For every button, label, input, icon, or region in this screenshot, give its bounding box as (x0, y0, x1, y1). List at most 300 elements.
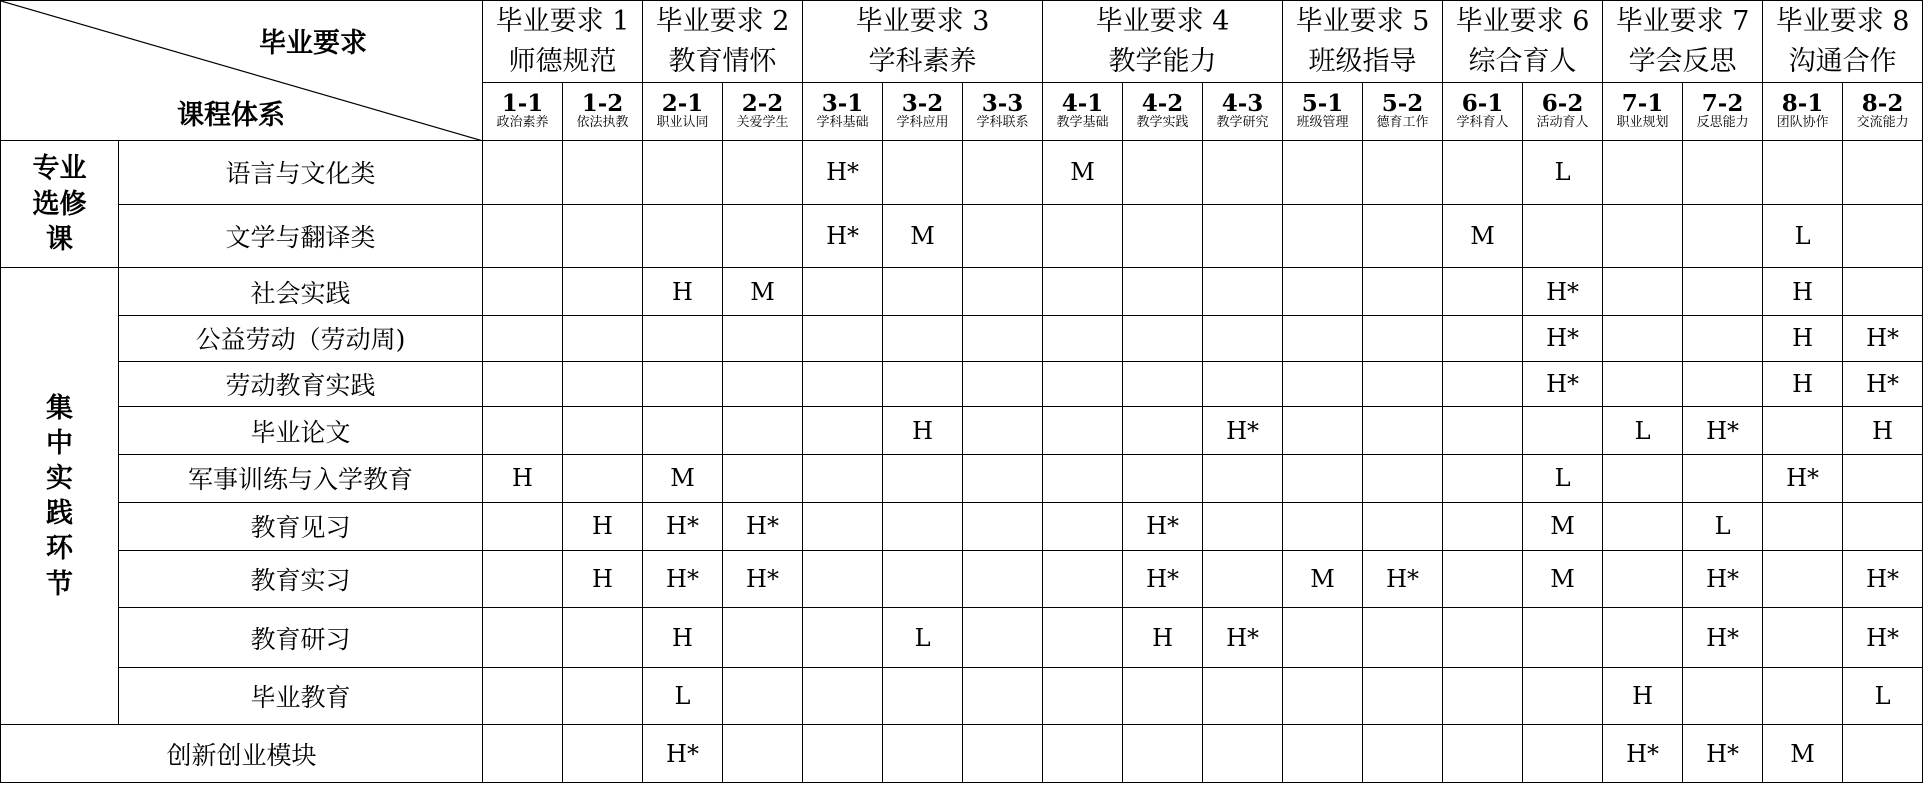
requirement-header (1763, 1, 1923, 83)
support-level-cell (1443, 608, 1523, 668)
support-level-cell (723, 454, 803, 502)
support-level-cell (1683, 316, 1763, 361)
support-level-cell (1603, 502, 1683, 550)
support-level-cell (1603, 268, 1683, 316)
support-level-cell (1523, 667, 1603, 724)
support-level-cell (1283, 454, 1363, 502)
support-level-cell (883, 268, 963, 316)
sub-requirement-id: 8-2 (1861, 90, 1904, 118)
support-level-cell: H* (643, 502, 723, 550)
sub-requirement-id: 1-2 (581, 90, 624, 118)
course-name: 毕业论文 (119, 407, 483, 455)
support-level-cell: H* (1123, 550, 1203, 607)
support-level-cell (803, 550, 883, 607)
support-level-cell (803, 725, 883, 783)
sub-requirement-name: 职业认同 (656, 115, 709, 131)
support-level-cell: H* (1203, 608, 1283, 668)
support-level-cell (1603, 141, 1683, 205)
support-level-cell (1123, 454, 1203, 502)
support-level-cell (1203, 550, 1283, 607)
support-level-cell: M (1283, 550, 1363, 607)
support-level-cell (1443, 316, 1523, 361)
sub-requirement-id: 3-3 (981, 90, 1024, 118)
requirement-title: 毕业要求 5 (1295, 6, 1430, 38)
support-level-cell (563, 407, 643, 455)
support-level-cell (723, 204, 803, 268)
support-level-cell: H* (643, 725, 723, 783)
support-level-cell (803, 316, 883, 361)
requirement-name: 学会反思 (1628, 45, 1737, 77)
support-level-cell (1363, 361, 1443, 406)
sub-requirement-name: 教学研究 (1216, 115, 1269, 131)
support-level-cell: H (563, 502, 643, 550)
requirement-name: 班级指导 (1308, 45, 1417, 77)
support-level-cell (1843, 454, 1923, 502)
support-level-cell (1123, 268, 1203, 316)
sub-requirement-id: 5-1 (1301, 90, 1344, 118)
support-level-cell (1283, 667, 1363, 724)
support-level-cell: H* (1683, 725, 1763, 783)
module-name: 创新创业模块 (1, 725, 483, 783)
course-name: 教育见习 (119, 502, 483, 550)
module-row (1, 725, 1923, 783)
support-level-cell: H* (1843, 316, 1923, 361)
support-level-cell (1283, 204, 1363, 268)
support-level-cell (1443, 502, 1523, 550)
matrix-body (1, 141, 1923, 783)
support-level-cell (563, 316, 643, 361)
support-level-cell (963, 502, 1043, 550)
support-level-cell: H (643, 268, 723, 316)
support-level-cell: H (1763, 316, 1843, 361)
support-level-cell (883, 550, 963, 607)
support-level-cell: H* (1683, 608, 1763, 668)
requirement-title: 毕业要求 8 (1775, 6, 1910, 38)
support-level-cell: L (883, 608, 963, 668)
support-level-cell (723, 667, 803, 724)
support-level-cell: M (643, 454, 723, 502)
course-name: 社会实践 (119, 268, 483, 316)
requirement-header (1443, 1, 1603, 83)
support-level-cell: H (643, 608, 723, 668)
support-level-cell (1523, 608, 1603, 668)
support-level-cell: H* (1763, 454, 1843, 502)
sub-requirement-name: 教学实践 (1136, 115, 1189, 131)
support-level-cell (1203, 204, 1283, 268)
support-level-cell (563, 268, 643, 316)
support-level-cell: L (643, 667, 723, 724)
support-level-cell: H* (803, 204, 883, 268)
support-level-cell (1683, 454, 1763, 502)
support-level-cell (1283, 141, 1363, 205)
support-level-cell (1203, 454, 1283, 502)
support-level-cell (1443, 141, 1523, 205)
sub-requirement-header (1443, 83, 1523, 141)
course-row (1, 407, 1923, 455)
requirement-name: 学科素养 (868, 45, 977, 77)
support-level-cell: L (1603, 407, 1683, 455)
support-level-cell (483, 407, 563, 455)
sub-requirement-name: 关爱学生 (736, 115, 789, 131)
support-level-cell (1443, 550, 1523, 607)
support-level-cell (1363, 141, 1443, 205)
sub-requirement-header (723, 83, 803, 141)
sub-requirement-id: 4-1 (1061, 90, 1104, 118)
support-level-cell (1363, 268, 1443, 316)
support-level-cell (1203, 502, 1283, 550)
support-level-cell: H* (723, 550, 803, 607)
support-level-cell (963, 141, 1043, 205)
support-level-cell (1443, 725, 1523, 783)
support-level-cell (803, 502, 883, 550)
support-level-cell (803, 608, 883, 668)
sub-requirement-header (1283, 83, 1363, 141)
support-level-cell (483, 667, 563, 724)
support-level-cell (883, 725, 963, 783)
support-level-cell: H (1763, 361, 1843, 406)
requirement-name: 教学能力 (1108, 45, 1217, 77)
support-level-cell (563, 454, 643, 502)
support-level-cell (1443, 407, 1523, 455)
category-label: 集中实践环节 (46, 393, 73, 600)
support-level-cell (1123, 316, 1203, 361)
support-level-cell (483, 316, 563, 361)
support-level-cell: H* (643, 550, 723, 607)
support-level-cell (643, 141, 723, 205)
support-level-cell (1443, 268, 1523, 316)
support-level-cell (1763, 502, 1843, 550)
support-level-cell (963, 361, 1043, 406)
support-level-cell (1043, 268, 1123, 316)
support-level-cell: H* (723, 502, 803, 550)
support-level-cell (1843, 725, 1923, 783)
support-level-cell: H* (1523, 316, 1603, 361)
requirement-header (1283, 1, 1443, 83)
requirement-header (1603, 1, 1763, 83)
support-level-cell (1283, 725, 1363, 783)
support-level-cell (963, 268, 1043, 316)
support-level-cell (563, 725, 643, 783)
support-level-cell (723, 608, 803, 668)
sub-requirement-header (963, 83, 1043, 141)
sub-requirement-id: 3-1 (821, 90, 864, 118)
support-level-cell (1043, 502, 1123, 550)
course-name: 劳动教育实践 (119, 361, 483, 406)
support-level-cell (643, 361, 723, 406)
support-level-cell: M (883, 204, 963, 268)
support-level-cell (643, 316, 723, 361)
sub-requirement-id: 4-3 (1221, 90, 1264, 118)
support-level-cell (1363, 407, 1443, 455)
support-level-cell (1043, 204, 1123, 268)
support-level-cell (1123, 361, 1203, 406)
sub-requirement-header (483, 83, 563, 141)
course-name: 文学与翻译类 (119, 204, 483, 268)
sub-requirement-header (1603, 83, 1683, 141)
support-level-cell (1283, 608, 1363, 668)
support-level-cell (803, 407, 883, 455)
support-level-cell (963, 608, 1043, 668)
sub-requirement-name: 政治素养 (496, 115, 549, 131)
course-name: 语言与文化类 (119, 141, 483, 205)
support-level-cell: H* (1363, 550, 1443, 607)
sub-requirement-header (803, 83, 883, 141)
requirement-header (803, 1, 1043, 83)
support-level-cell (1203, 141, 1283, 205)
support-level-cell (1043, 667, 1123, 724)
support-level-cell (963, 407, 1043, 455)
requirements-header-row (1, 1, 1923, 83)
support-level-cell (723, 316, 803, 361)
support-level-cell (1603, 454, 1683, 502)
support-level-cell (643, 407, 723, 455)
support-level-cell: H* (1683, 407, 1763, 455)
support-level-cell (1843, 141, 1923, 205)
sub-requirement-header (1763, 83, 1843, 141)
support-level-cell (1043, 454, 1123, 502)
support-level-cell (963, 725, 1043, 783)
requirement-name: 沟通合作 (1788, 45, 1897, 77)
requirement-title: 毕业要求 2 (655, 6, 790, 38)
requirement-name: 综合育人 (1468, 45, 1577, 77)
sub-requirement-name: 班级管理 (1296, 115, 1349, 131)
support-level-cell: L (1843, 667, 1923, 724)
support-level-cell: L (1523, 141, 1603, 205)
support-level-cell (1363, 502, 1443, 550)
category-label: 专业选修课 (32, 153, 87, 255)
support-level-cell (1123, 141, 1203, 205)
sub-requirement-header (1123, 83, 1203, 141)
support-level-cell (1043, 725, 1123, 783)
sub-requirement-header (643, 83, 723, 141)
support-level-cell (1443, 361, 1523, 406)
support-level-cell: H (563, 550, 643, 607)
support-level-cell: L (1523, 454, 1603, 502)
support-level-cell (483, 204, 563, 268)
support-level-cell (563, 667, 643, 724)
support-level-cell (1443, 454, 1523, 502)
support-level-cell (1683, 667, 1763, 724)
support-level-cell (803, 268, 883, 316)
support-level-cell: H (1603, 667, 1683, 724)
sub-requirement-header (1043, 83, 1123, 141)
sub-requirement-name: 依法执教 (576, 115, 629, 131)
support-level-cell (1363, 725, 1443, 783)
course-row (1, 141, 1923, 205)
support-level-cell (803, 361, 883, 406)
course-name: 教育实习 (119, 550, 483, 607)
support-level-cell (1843, 268, 1923, 316)
sub-requirement-name: 职业规划 (1616, 115, 1669, 131)
support-level-cell (1283, 407, 1363, 455)
support-level-cell (1123, 667, 1203, 724)
support-level-cell: M (1443, 204, 1523, 268)
support-level-cell (1203, 667, 1283, 724)
support-level-cell (1603, 361, 1683, 406)
support-level-cell: H* (1843, 361, 1923, 406)
sub-requirement-header (1683, 83, 1763, 141)
support-level-cell (1603, 316, 1683, 361)
support-level-cell (483, 725, 563, 783)
support-level-cell (803, 454, 883, 502)
support-level-cell: H (483, 454, 563, 502)
support-level-cell: M (1523, 502, 1603, 550)
support-level-cell: H (1843, 407, 1923, 455)
sub-requirement-id: 7-2 (1701, 90, 1744, 118)
support-level-cell: H* (1123, 502, 1203, 550)
support-level-cell (963, 204, 1043, 268)
support-level-cell (563, 608, 643, 668)
support-level-cell: H (1763, 268, 1843, 316)
support-level-cell (723, 725, 803, 783)
requirement-title: 毕业要求 7 (1615, 6, 1750, 38)
support-level-cell (1363, 667, 1443, 724)
course-name: 毕业教育 (119, 667, 483, 724)
sub-requirement-id: 6-1 (1461, 90, 1504, 118)
support-level-cell: M (1043, 141, 1123, 205)
support-level-cell (1843, 204, 1923, 268)
requirement-title: 毕业要求 6 (1455, 6, 1590, 38)
support-level-cell (1283, 316, 1363, 361)
course-row (1, 608, 1923, 668)
sub-requirement-id: 1-1 (501, 90, 544, 118)
sub-requirement-id: 6-2 (1541, 90, 1584, 118)
support-level-cell (483, 550, 563, 607)
course-row (1, 502, 1923, 550)
support-level-cell (883, 667, 963, 724)
support-level-cell (1283, 502, 1363, 550)
support-level-cell: H (883, 407, 963, 455)
support-level-cell (1763, 141, 1843, 205)
requirement-header (1043, 1, 1283, 83)
support-level-cell (723, 361, 803, 406)
support-level-cell: H* (1843, 608, 1923, 668)
support-level-cell (1763, 407, 1843, 455)
support-level-cell (483, 502, 563, 550)
sub-requirement-header (1203, 83, 1283, 141)
requirement-title: 毕业要求 4 (1095, 6, 1230, 38)
support-level-cell (1123, 725, 1203, 783)
support-level-cell (1763, 667, 1843, 724)
sub-requirement-name: 反思能力 (1696, 115, 1749, 131)
support-level-cell: L (1683, 502, 1763, 550)
support-level-cell: H (1123, 608, 1203, 668)
support-level-cell (1683, 141, 1763, 205)
support-level-cell (963, 667, 1043, 724)
course-row (1, 454, 1923, 502)
support-level-cell (1843, 502, 1923, 550)
support-level-cell (1043, 407, 1123, 455)
sub-requirement-id: 4-2 (1141, 90, 1184, 118)
requirement-name: 师德规范 (508, 45, 617, 77)
support-level-cell: H* (1603, 725, 1683, 783)
course-row (1, 361, 1923, 406)
support-level-cell (963, 316, 1043, 361)
support-level-cell (723, 407, 803, 455)
category-cell (1, 268, 119, 725)
support-level-cell (883, 141, 963, 205)
sub-requirement-id: 2-2 (741, 90, 784, 118)
sub-requirement-name: 交流能力 (1856, 115, 1909, 131)
support-level-cell (1203, 268, 1283, 316)
support-level-cell (1763, 608, 1843, 668)
support-level-cell: M (723, 268, 803, 316)
support-level-cell (1203, 725, 1283, 783)
support-level-cell (1523, 725, 1603, 783)
sub-requirement-id: 8-1 (1781, 90, 1824, 118)
support-level-cell (483, 141, 563, 205)
sub-requirement-name: 学科育人 (1456, 115, 1509, 131)
support-level-cell (1603, 550, 1683, 607)
support-level-cell (1683, 361, 1763, 406)
header-course-system: 课程体系 (177, 100, 285, 131)
course-row (1, 268, 1923, 316)
support-level-cell (723, 141, 803, 205)
sub-requirement-header (1523, 83, 1603, 141)
support-level-cell (883, 316, 963, 361)
sub-requirement-header (883, 83, 963, 141)
header-graduation-requirements: 毕业要求 (259, 28, 367, 59)
support-level-cell (963, 550, 1043, 607)
category-cell (1, 141, 119, 268)
support-level-cell (563, 141, 643, 205)
course-row (1, 204, 1923, 268)
support-level-cell (1603, 204, 1683, 268)
sub-requirement-header (563, 83, 643, 141)
support-level-cell (1683, 204, 1763, 268)
support-level-cell (563, 204, 643, 268)
support-level-cell (563, 361, 643, 406)
sub-requirement-name: 活动育人 (1536, 115, 1589, 131)
support-level-cell (803, 667, 883, 724)
support-level-cell: H* (1523, 361, 1603, 406)
support-level-cell (1763, 550, 1843, 607)
support-level-cell: H* (1203, 407, 1283, 455)
support-level-cell (643, 204, 723, 268)
sub-requirement-name: 学科应用 (896, 115, 949, 131)
support-level-cell (1043, 550, 1123, 607)
support-level-cell (483, 608, 563, 668)
support-level-cell (1523, 407, 1603, 455)
support-level-cell (883, 454, 963, 502)
requirement-title: 毕业要求 3 (855, 6, 990, 38)
sub-requirement-header (1843, 83, 1923, 141)
sub-requirement-id: 5-2 (1381, 90, 1424, 118)
sub-requirement-id: 7-1 (1621, 90, 1664, 118)
sub-requirement-id: 2-1 (661, 90, 704, 118)
support-level-cell (483, 268, 563, 316)
support-level-cell (1043, 608, 1123, 668)
support-level-cell (1203, 316, 1283, 361)
course-name: 军事训练与入学教育 (119, 454, 483, 502)
sub-requirement-name: 团队协作 (1776, 115, 1829, 131)
support-level-cell: H* (1843, 550, 1923, 607)
support-level-cell (1443, 667, 1523, 724)
support-level-cell (883, 361, 963, 406)
course-name: 公益劳动（劳动周) (119, 316, 483, 361)
support-level-cell (1043, 361, 1123, 406)
support-level-cell (1363, 608, 1443, 668)
sub-requirement-name: 学科联系 (976, 115, 1029, 131)
sub-requirement-header (1363, 83, 1443, 141)
sub-requirement-name: 德育工作 (1376, 115, 1429, 131)
support-level-cell (1683, 268, 1763, 316)
support-level-cell: H* (803, 141, 883, 205)
course-row (1, 667, 1923, 724)
requirement-header (643, 1, 803, 83)
support-level-cell (1043, 316, 1123, 361)
support-level-cell (883, 502, 963, 550)
